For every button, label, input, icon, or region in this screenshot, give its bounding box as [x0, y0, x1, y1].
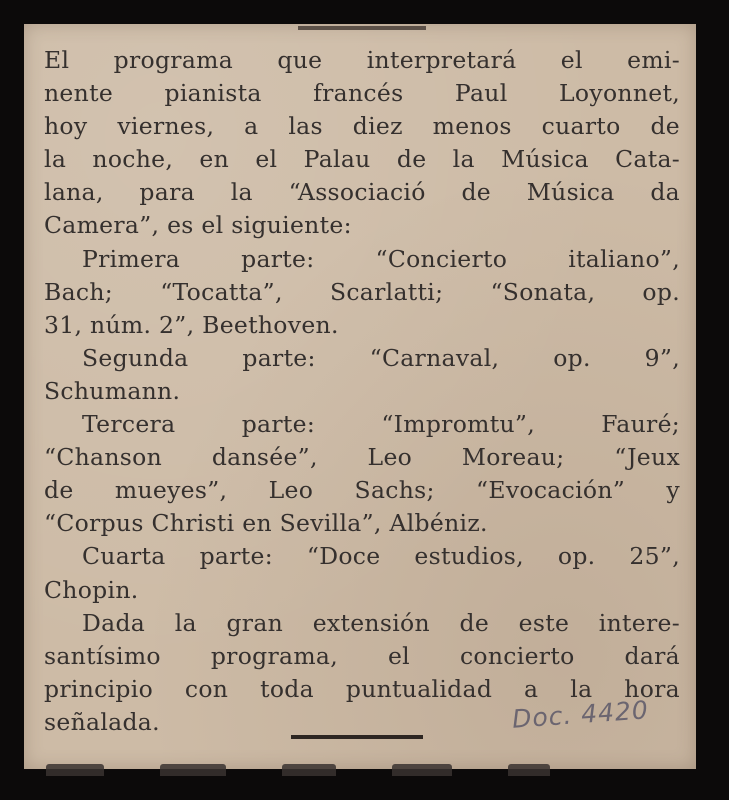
article-line: principio con toda puntualidad a la hora: [44, 674, 680, 703]
article-line: Primera parte: “Concierto italiano”,: [82, 244, 680, 273]
bottom-divider: [291, 735, 423, 739]
article-line: Schumann.: [44, 376, 181, 405]
handwritten-archive-code: Doc. 4420: [511, 695, 650, 734]
article-line: Dada la gran extensión de este intere-: [82, 608, 680, 637]
article-line: hoy viernes, a las diez menos cuarto de: [44, 112, 680, 141]
article-line: Cuarta parte: “Doce estudios, op. 25”,: [82, 542, 680, 571]
article-line: 31, núm. 2”, Beethoven.: [44, 310, 339, 339]
top-divider: [298, 26, 426, 30]
article-line: santísimo programa, el concierto dará: [44, 641, 680, 670]
article-line: nente pianista francés Paul Loyonnet,: [44, 79, 680, 108]
article-line: “Corpus Christi en Sevilla”, Albéniz.: [44, 509, 488, 538]
article-line: El programa que interpretará el emi-: [44, 46, 680, 74]
article-line: señalada.: [44, 707, 160, 736]
article-line: de mueyes”, Leo Sachs; “Evocación” y: [44, 476, 680, 505]
article-line: Bach; “Tocatta”, Scarlatti; “Sonata, op.: [44, 277, 680, 306]
cropped-next-heading: [46, 764, 676, 776]
article-line: lana, para la “Associació de Música da: [44, 178, 680, 207]
article-line: Camera”, es el siguiente:: [44, 211, 352, 240]
article-line: la noche, en el Palau de la Música Cata-: [44, 145, 680, 174]
article-body: [44, 44, 680, 739]
article-line: “Chanson dansée”, Leo Moreau; “Jeux: [44, 443, 680, 472]
article-line: Tercera parte: “Impromtu”, Fauré;: [82, 410, 680, 439]
article-line: Chopin.: [44, 575, 139, 604]
article-line: Segunda parte: “Carnaval, op. 9”,: [82, 343, 680, 372]
